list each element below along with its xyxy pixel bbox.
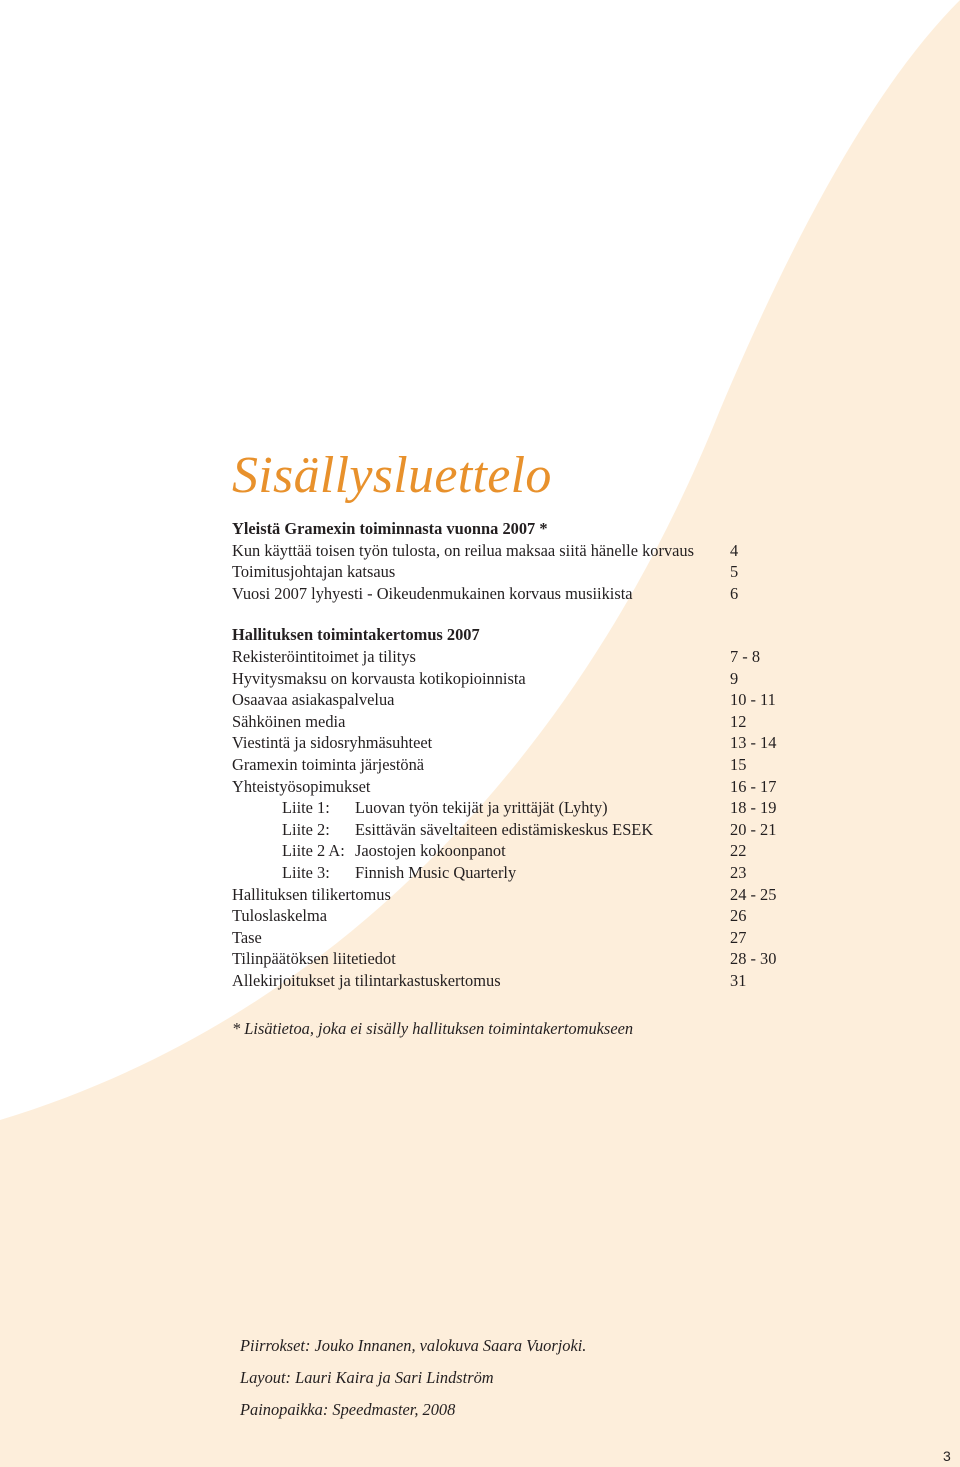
- toc-entry[interactable]: [232, 711, 832, 733]
- annex-title: Luovan työn tekijät ja yrittäjät (Lyhty): [355, 798, 608, 818]
- entry-page: 23: [730, 862, 747, 882]
- annex-label: Liite 2:: [282, 819, 330, 839]
- entry-label: Kun käyttää toisen työn tulosta, on reilua maksaa siitä hänelle korvaus: [232, 540, 695, 560]
- entry-page: 20 - 21: [730, 819, 777, 839]
- entry-page: 26: [730, 906, 747, 926]
- entry-label: Hallituksen tilikertomus: [232, 884, 391, 904]
- entry-label: Osaavaa asiakaspalvelua: [232, 690, 395, 710]
- annex-title: Esittävän säveltaiteen edistämiskeskus ESEK: [355, 819, 654, 839]
- annex-label: Liite 2 A:: [282, 841, 345, 861]
- entry-label: Viestintä ja sidosryhmäsuhteet: [232, 733, 433, 753]
- toc-annex-entry[interactable]: [232, 840, 832, 862]
- entry-label: Toimitusjohtajan katsaus: [232, 562, 396, 582]
- entry-page: 31: [730, 970, 747, 990]
- toc-entry[interactable]: [232, 905, 832, 927]
- entry-label: Rekisteröintitoimet ja tilitys: [232, 646, 416, 666]
- entry-label: Hyvitysmaksu on korvausta kotikopioinnista: [232, 668, 526, 688]
- toc-entry[interactable]: [232, 668, 832, 690]
- entry-page: 18 - 19: [730, 798, 777, 818]
- table-of-contents: [232, 518, 832, 991]
- entry-page: 4: [730, 540, 739, 560]
- toc-entry[interactable]: [232, 732, 832, 754]
- annex-title: Finnish Music Quarterly: [355, 862, 517, 882]
- entry-page: 10 - 11: [730, 690, 776, 710]
- toc-entry[interactable]: [232, 927, 832, 949]
- entry-label: Gramexin toiminta järjestönä: [232, 754, 425, 774]
- entry-page: 15: [730, 754, 747, 774]
- toc-section-board-report: [232, 624, 832, 991]
- entry-page: 9: [730, 668, 739, 688]
- entry-label: Tilinpäätöksen liitetiedot: [232, 949, 396, 969]
- toc-entry[interactable]: [232, 776, 832, 798]
- toc-annex-entry[interactable]: [232, 797, 832, 819]
- entry-page: 5: [730, 562, 739, 582]
- entry-label: Yhteistyösopimukset: [232, 776, 371, 796]
- section-heading: Yleistä Gramexin toiminnasta vuonna 2007 *: [232, 519, 548, 538]
- section-heading: Hallituksen toimintakertomus 2007: [232, 625, 480, 645]
- entry-label: Allekirjoitukset ja tilintarkastuskertomus: [232, 970, 501, 990]
- toc-annex-entry[interactable]: [232, 819, 832, 841]
- entry-label: Tuloslaskelma: [232, 906, 328, 926]
- annex-title: Jaostojen kokoonpanot: [355, 841, 506, 861]
- toc-entry[interactable]: [232, 948, 832, 970]
- entry-page: 13 - 14: [730, 733, 777, 753]
- entry-page: 6: [730, 583, 739, 603]
- toc-entry[interactable]: [232, 646, 832, 668]
- toc-entry[interactable]: [232, 540, 832, 562]
- toc-section-general: [232, 518, 832, 604]
- entry-label: Tase: [232, 927, 262, 947]
- page-number: 3: [943, 1448, 951, 1464]
- entry-label: Vuosi 2007 lyhyesti - Oikeudenmukainen korvaus musiikista: [232, 583, 633, 603]
- toc-entry[interactable]: [232, 754, 832, 776]
- toc-entry[interactable]: [232, 583, 832, 605]
- entry-page: 16 - 17: [730, 776, 777, 796]
- toc-entry[interactable]: [232, 884, 832, 906]
- toc-entry[interactable]: [232, 689, 832, 711]
- credits: [240, 1335, 586, 1431]
- entry-page: 24 - 25: [730, 884, 777, 904]
- entry-page: 12: [730, 711, 747, 731]
- entry-label: Sähköinen media: [232, 711, 346, 731]
- toc-annex-entry[interactable]: [232, 862, 832, 884]
- entry-page: 27: [730, 927, 747, 947]
- entry-page: 28 - 30: [730, 949, 777, 969]
- entry-page: 22: [730, 841, 747, 861]
- credit-printing: Painopaikka: Speedmaster, 2008: [240, 1400, 456, 1419]
- annex-label: Liite 3:: [282, 862, 330, 882]
- entry-page: 7 - 8: [730, 646, 761, 666]
- toc-entry[interactable]: [232, 561, 832, 583]
- annex-label: Liite 1:: [282, 798, 330, 818]
- credit-layout: Layout: Lauri Kaira ja Sari Lindström: [240, 1368, 494, 1387]
- toc-entry[interactable]: [232, 970, 832, 992]
- page-title: Sisällysluettelo: [232, 447, 552, 504]
- footnote: * Lisätietoa, joka ei sisälly hallituksen toimintakertomukseen: [232, 1019, 634, 1038]
- credit-illustrations: Piirrokset: Jouko Innanen, valokuva Saara Vuorjoki.: [240, 1336, 587, 1355]
